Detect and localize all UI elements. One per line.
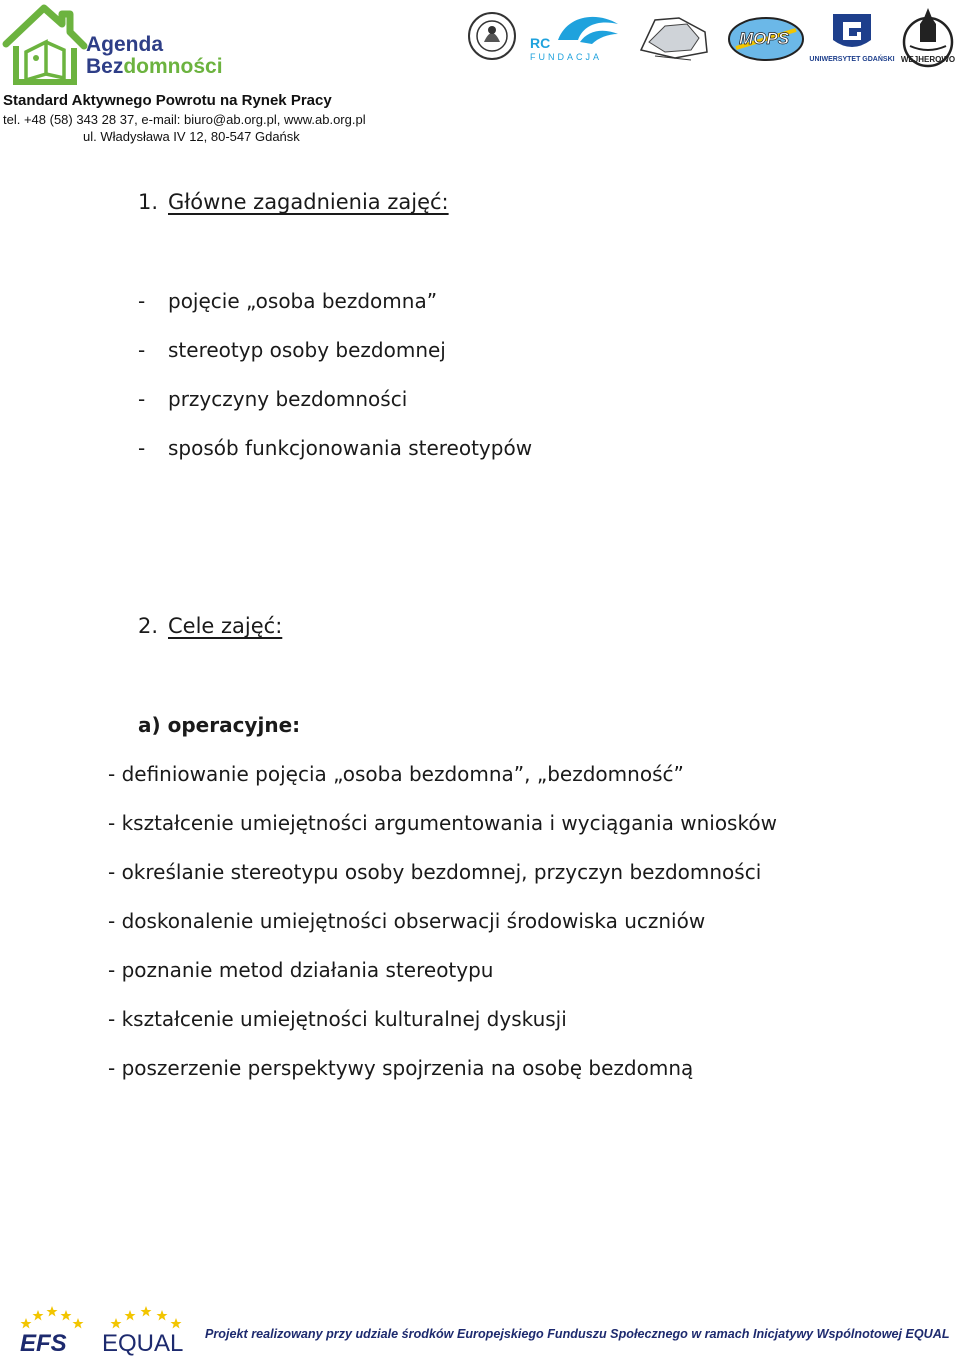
goal-item: - poznanie metod działania stereotypu	[108, 958, 494, 982]
section-2-number: 2.	[138, 614, 159, 638]
goal-item: - określanie stereotypu osoby bezdomnej, przyczyn bezdomności	[108, 860, 762, 884]
logo-line-1: Agenda	[86, 33, 164, 56]
goal-item: - kształcenie umiejętności argumentowania i wyciągania wniosków	[108, 811, 777, 835]
funding-note: Projekt realizowany przy udziale środków Europejskiego Funduszu Społecznego w ramach Inicjatywy Wspólnotowej EQUAL	[205, 1327, 950, 1341]
agenda-bezdomnosci-logo	[2, 2, 242, 88]
goal-item: - doskonalenie umiejętności obserwacji środowiska uczniów	[108, 909, 706, 933]
logo-wordmark	[86, 34, 223, 78]
ug-logo	[809, 10, 895, 64]
svg-text:UNIWERSYTET GDAŃSKI: UNIWERSYTET GDAŃSKI	[809, 56, 895, 63]
svg-text:EQUAL: EQUAL	[102, 1330, 184, 1357]
svg-text:MOPS: MOPS	[739, 29, 790, 48]
contact-line: tel. +48 (58) 343 28 37, e-mail: biuro@ab.org.pl, www.ab.org.pl	[3, 112, 366, 127]
section-2-heading	[138, 614, 282, 638]
section-1-title: Główne zagadnienia zajęć:	[168, 190, 449, 214]
section-1-heading	[138, 190, 449, 214]
logo-line-2b: domności	[123, 55, 223, 78]
document-header	[0, 0, 960, 150]
eu-stars-icon	[21, 1306, 84, 1329]
org-name: Standard Aktywnego Powrotu na Rynek Pracy	[3, 92, 332, 109]
goal-item: - poszerzenie perspektywy spojrzenia na osobę bezdomną	[108, 1056, 694, 1080]
logo-line-2a: Bez	[86, 55, 124, 78]
address-line: ul. Władysława IV 12, 80-547 Gdańsk	[83, 129, 300, 144]
topic-item-text: przyczyny bezdomności	[168, 387, 408, 411]
goal-item: - kształcenie umiejętności kulturalnej dyskusji	[108, 1007, 567, 1031]
svg-text:FUNDACJA: FUNDACJA	[530, 52, 603, 62]
topic-item: - sposób funkcjonowania stereotypów	[138, 436, 533, 460]
topic-item-text: pojęcie „osoba bezdomna”	[168, 289, 438, 313]
goal-item: - definiowanie pojęcia „osoba bezdomna”, „bezdomność”	[108, 762, 684, 786]
equal-logo	[100, 1304, 196, 1358]
section-2-title: Cele zajęć:	[168, 614, 283, 638]
operational-goals-heading: a) operacyjne:	[138, 713, 301, 737]
topic-item: - przyczyny bezdomności	[138, 387, 408, 411]
topic-item: - stereotyp osoby bezdomnej	[138, 338, 446, 362]
map-logo	[635, 12, 713, 64]
logo-line-2	[86, 56, 223, 78]
rc-fundacja-logo	[528, 10, 624, 62]
svg-text:WEJHEROWO: WEJHEROWO	[900, 55, 956, 64]
mops-logo	[726, 14, 806, 64]
contact-block	[3, 92, 366, 145]
svg-text:EFS: EFS	[20, 1330, 67, 1357]
seal-logo	[466, 8, 518, 64]
eu-stars-icon	[111, 1306, 182, 1329]
house-icon	[2, 2, 88, 88]
efs-logo	[18, 1304, 90, 1358]
section-1-number: 1.	[138, 190, 159, 214]
topic-item-text: sposób funkcjonowania stereotypów	[168, 436, 533, 460]
wejherowo-logo	[898, 4, 958, 68]
topic-item-text: stereotyp osoby bezdomnej	[168, 338, 446, 362]
svg-text:RC: RC	[530, 35, 551, 51]
topic-item: - pojęcie „osoba bezdomna”	[138, 289, 438, 313]
document-footer	[0, 1300, 960, 1355]
